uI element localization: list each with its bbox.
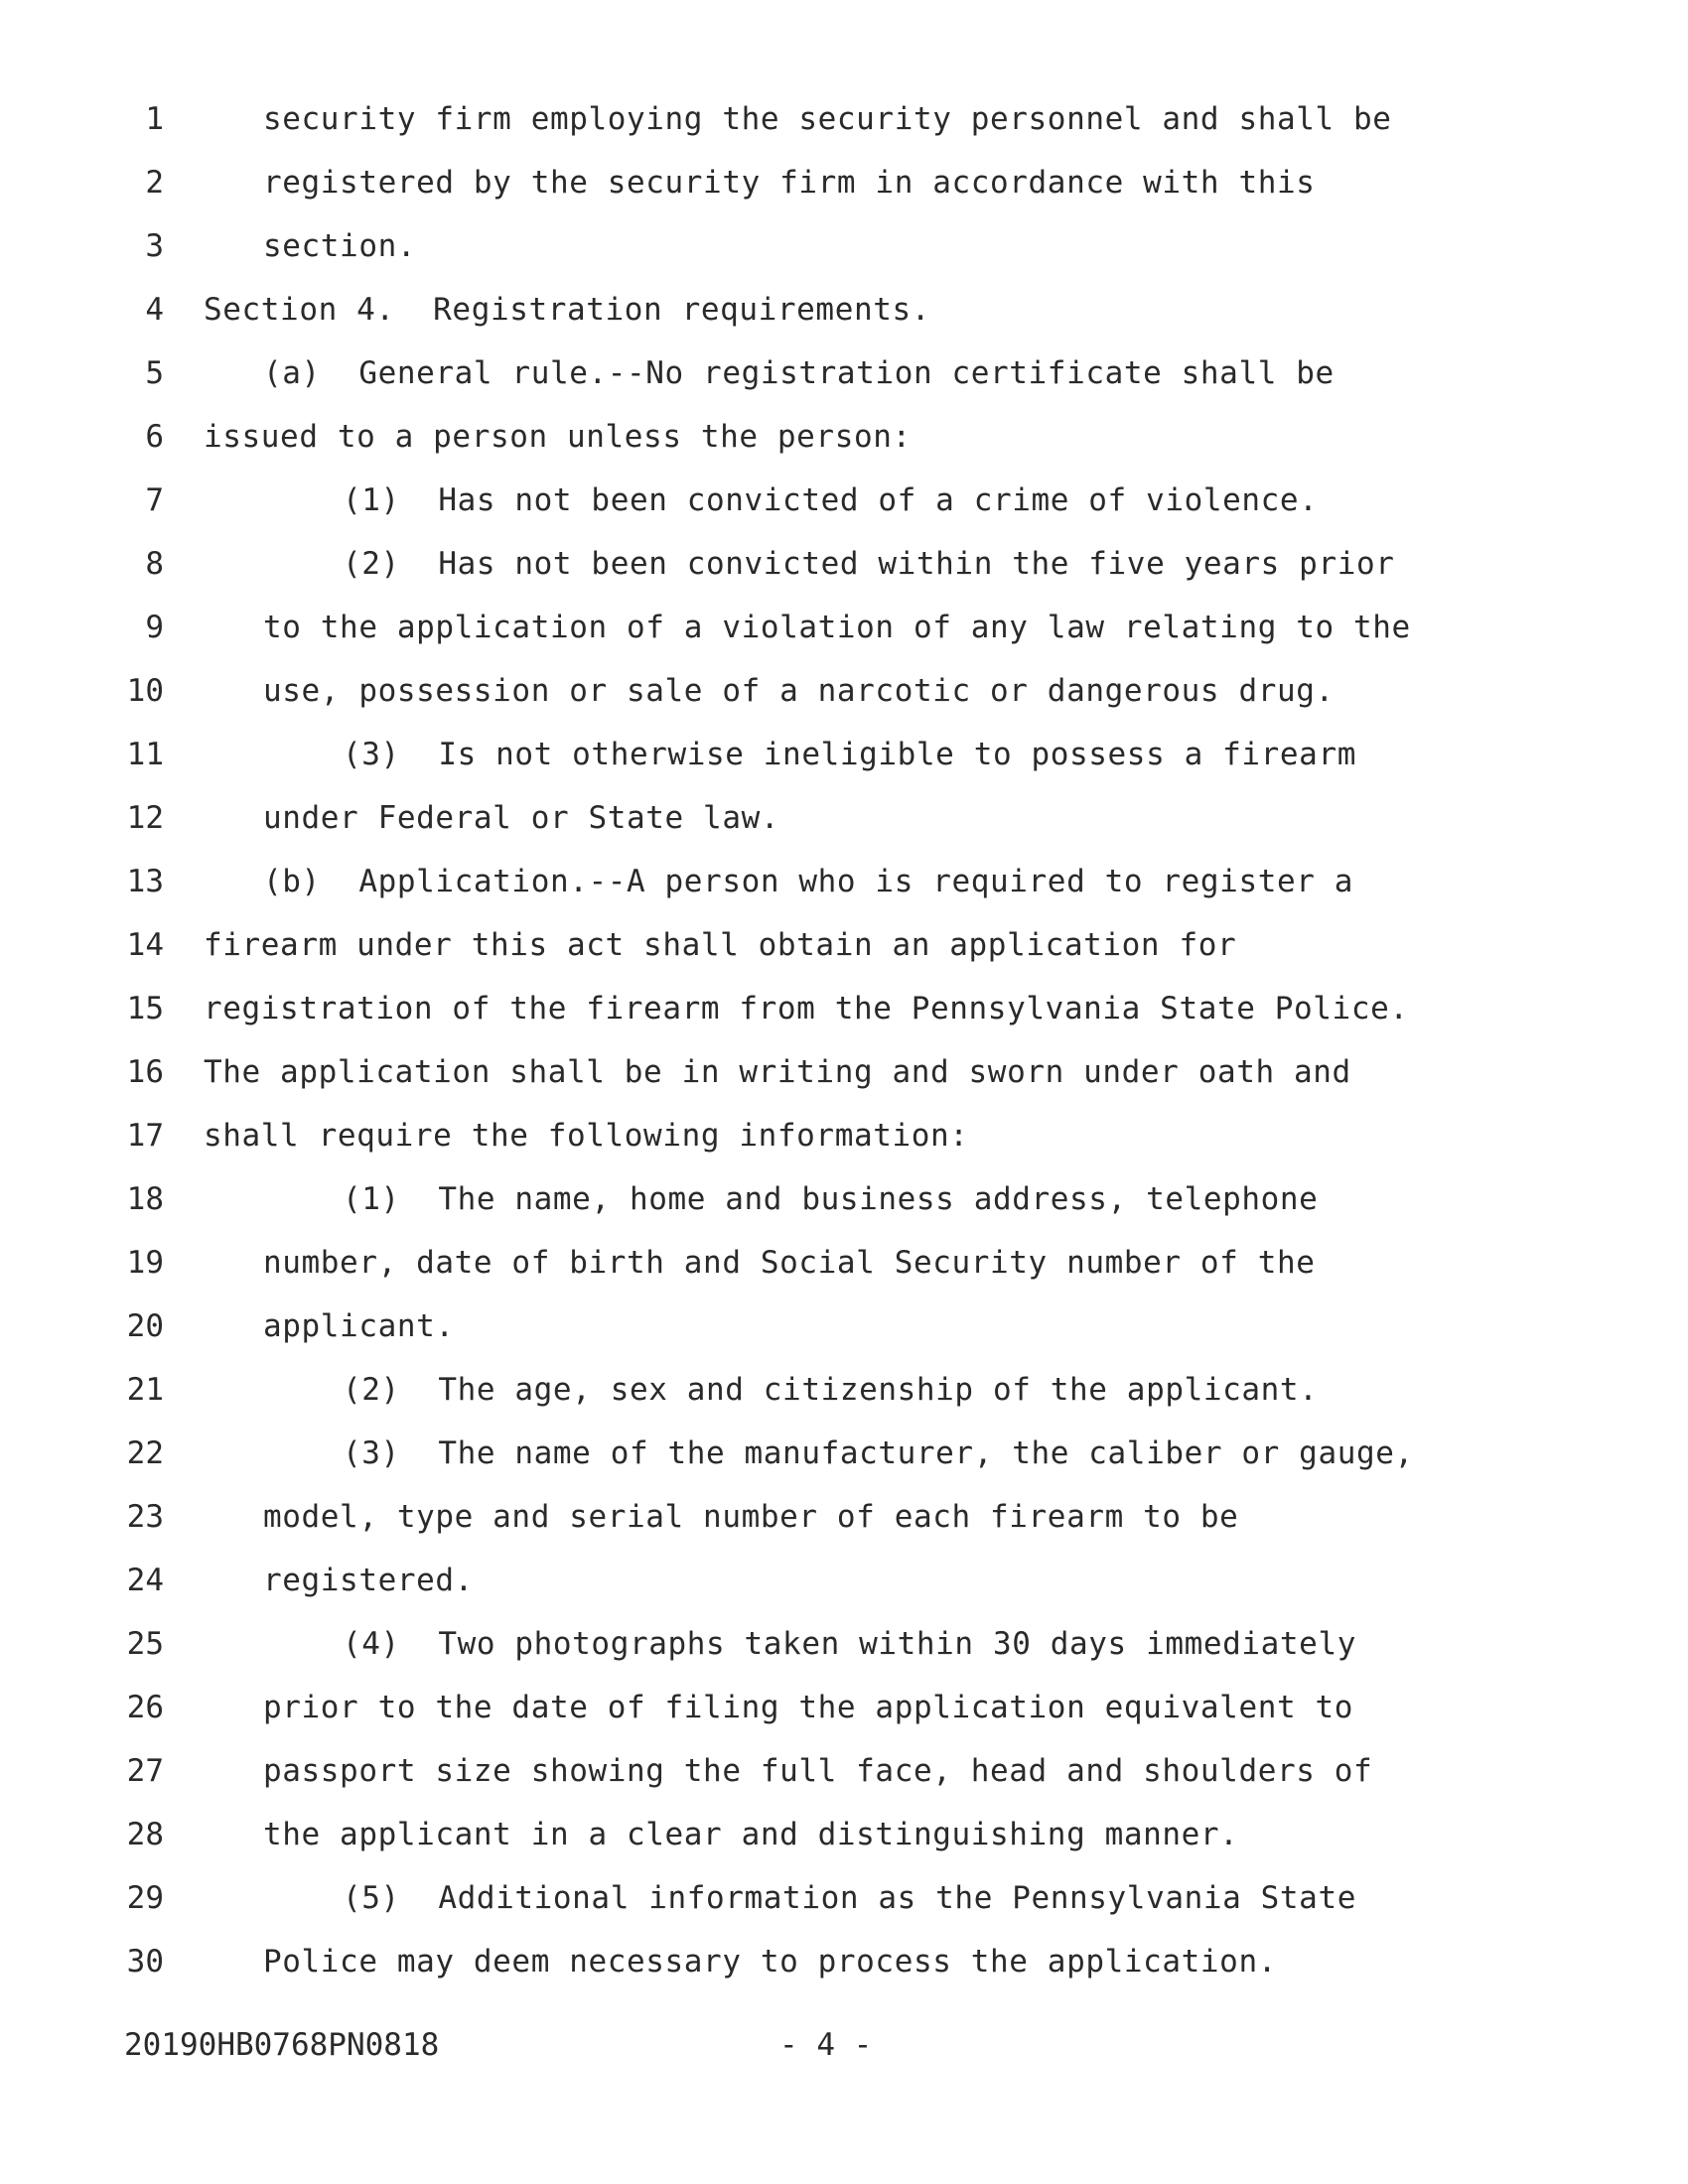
- line-number: 8: [145, 546, 164, 582]
- line-text: (b) Application.--A person who is required to register a: [263, 864, 1354, 899]
- line-number: 20: [126, 1308, 164, 1344]
- section-heading: Section 4. Registration requirements.: [204, 292, 931, 328]
- line-number: 12: [126, 800, 164, 836]
- line-text: (a) General rule.--No registration certificate shall be: [263, 355, 1335, 391]
- line-text: passport size showing the full face, head and shoulders of: [263, 1753, 1373, 1789]
- line-text: model, type and serial number of each firearm to be: [263, 1499, 1239, 1535]
- line-text: firearm under this act shall obtain an application for: [204, 927, 1237, 963]
- line-number: 22: [126, 1435, 164, 1471]
- line-number: 4: [145, 292, 164, 328]
- line-text: (1) Has not been convicted of a crime of violence.: [343, 482, 1319, 518]
- line-number: 30: [126, 1944, 164, 1979]
- line-number: 5: [145, 355, 164, 391]
- line-number: 2: [145, 165, 164, 201]
- line-number: 9: [145, 610, 164, 645]
- line-text: registered by the security firm in accordance with this: [263, 165, 1316, 201]
- line-text: security firm employing the security personnel and shall be: [263, 101, 1392, 137]
- line-text: (2) Has not been convicted within the five years prior: [343, 546, 1395, 582]
- line-number: 23: [126, 1499, 164, 1535]
- line-number: 7: [145, 482, 164, 518]
- line-text: issued to a person unless the person:: [204, 419, 912, 455]
- line-number: 27: [126, 1753, 164, 1789]
- line-text: number, date of birth and Social Security number of the: [263, 1245, 1316, 1281]
- line-text: use, possession or sale of a narcotic or dangerous drug.: [263, 673, 1335, 709]
- document-id: 20190HB0768PN0818: [124, 2027, 440, 2063]
- line-text: (5) Additional information as the Pennsylvania State: [343, 1880, 1356, 1916]
- line-number: 3: [145, 228, 164, 264]
- line-text: (3) Is not otherwise ineligible to possess a firearm: [343, 737, 1356, 772]
- line-text: prior to the date of filing the application equivalent to: [263, 1690, 1354, 1725]
- line-number: 14: [126, 927, 164, 963]
- line-number: 11: [126, 737, 164, 772]
- line-text: Police may deem necessary to process the application.: [263, 1944, 1277, 1979]
- line-number: 15: [126, 991, 164, 1026]
- line-text: applicant.: [263, 1308, 455, 1344]
- line-text: under Federal or State law.: [263, 800, 780, 836]
- line-text: the applicant in a clear and distinguishing manner.: [263, 1817, 1239, 1852]
- page-number: - 4 -: [779, 2027, 873, 2063]
- line-text: (1) The name, home and business address, telephone: [343, 1181, 1319, 1217]
- line-text: section.: [263, 228, 417, 264]
- line-text: to the application of a violation of any law relating to the: [263, 610, 1411, 645]
- line-text: registration of the firearm from the Pennsylvania State Police.: [204, 991, 1409, 1026]
- line-number: 18: [126, 1181, 164, 1217]
- line-text: (4) Two photographs taken within 30 days immediately: [343, 1626, 1356, 1662]
- line-text: registered.: [263, 1563, 474, 1598]
- line-number: 21: [126, 1372, 164, 1408]
- line-text: (2) The age, sex and citizenship of the applicant.: [343, 1372, 1319, 1408]
- line-text: shall require the following information:: [204, 1118, 969, 1154]
- line-number: 24: [126, 1563, 164, 1598]
- line-number: 1: [145, 101, 164, 137]
- line-number: 10: [126, 673, 164, 709]
- line-number: 16: [126, 1054, 164, 1090]
- line-number: 29: [126, 1880, 164, 1916]
- line-number: 28: [126, 1817, 164, 1852]
- line-number: 25: [126, 1626, 164, 1662]
- line-number: 19: [126, 1245, 164, 1281]
- line-number: 6: [145, 419, 164, 455]
- line-number: 26: [126, 1690, 164, 1725]
- line-text: (3) The name of the manufacturer, the caliber or gauge,: [343, 1435, 1414, 1471]
- line-text: The application shall be in writing and sworn under oath and: [204, 1054, 1351, 1090]
- line-number: 13: [126, 864, 164, 899]
- line-number: 17: [126, 1118, 164, 1154]
